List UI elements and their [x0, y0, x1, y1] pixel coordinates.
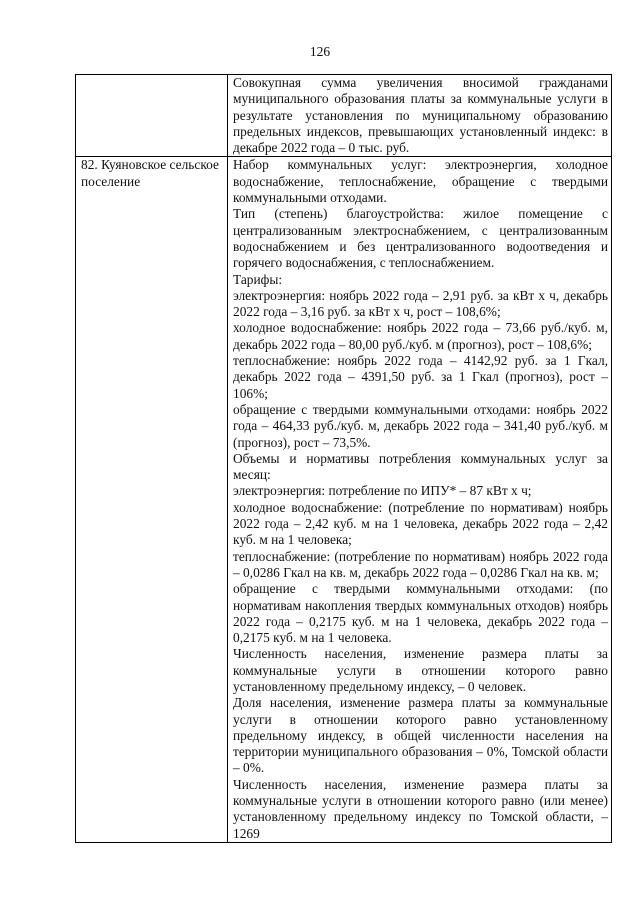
paragraph-population-regional: Численность населения, изменение размера платы за коммунальные услуги в отношении которого равно (или менее) установленному предельному индексу по Томской области, – 1269 — [233, 776, 608, 841]
paragraph-volume-cold-water: холодное водоснабжение: (потребление по нормативам) ноябрь 2022 года – 2,42 куб. м на 1 человека, декабрь 2022 года – 2,42 куб. м на 1 человека; — [233, 499, 608, 548]
paragraph-tariff-waste: обращение с твердыми коммунальными отходами: ноябрь 2022 года – 464,33 руб./куб. м, декабрь 2022 года – 341,40 руб./куб. м (прогноз), рост – 73,5%. — [233, 401, 608, 450]
details-cell — [228, 75, 612, 157]
table-row — [76, 75, 612, 157]
table-row — [76, 157, 612, 842]
paragraph-service-set: Набор коммунальных услуг: электроэнергия, холодное водоснабжение, теплоснабжение, обращение с твердыми коммунальными отходами. — [233, 157, 608, 206]
details-cell — [228, 157, 612, 842]
municipality-cell: 82. Куяновское сельское поселение — [76, 157, 228, 842]
paragraph-volumes-heading: Объемы и нормативы потребления коммунальных услуг за месяц: — [233, 450, 608, 483]
paragraph-tariff-heating: теплоснабжение: ноябрь 2022 года – 4142,92 руб. за 1 Гкал, декабрь 2022 года – 4391,50 руб. за 1 Гкал (прогноз), рост – 106%; — [233, 353, 608, 401]
paragraph-total-increase: Совокупная сумма увеличения вносимой гражданами муниципального образования платы за коммунальные услуги в результате установления по муниципальному образованию предельных индексов, превышающих установленный индекс: в декабре 2022 года – 0 тыс. руб. — [233, 75, 608, 156]
paragraph-population-share: Доля населения, изменение размера платы за коммунальные услуги в отношении которого равно установленному предельному индексу, в общей численности населения на территории муниципального образования – 0%, Томской области – 0%. — [233, 695, 608, 776]
tariff-table — [75, 74, 612, 843]
paragraph-tariff-cold-water: холодное водоснабжение: ноябрь 2022 года – 73,66 руб./куб. м, декабрь 2022 года – 80,00 руб./куб. м (прогноз), рост – 108,6%; — [233, 320, 608, 352]
paragraph-volume-heating: теплоснабжение: (потребление по нормативам) ноябрь 2022 года – 0,0286 Гкал на кв. м, декабрь 2022 года – 0,0286 Гкал на кв. м; — [233, 548, 608, 580]
page-number: 126 — [309, 44, 331, 59]
paragraph-tariff-electricity: электроэнергия: ноябрь 2022 года – 2,91 руб. за кВт х ч, декабрь 2022 года – 3,16 руб. за кВт х ч, рост – 108,6%; — [233, 287, 608, 320]
paragraph-population-count: Численность населения, изменение размера платы за коммунальные услуги в отношении которого равно установленному предельному индексу, – 0 человек. — [233, 646, 608, 694]
municipality-cell — [76, 75, 228, 157]
paragraph-volume-waste: обращение с твердыми коммунальными отходами: (по нормативам накопления твердых коммунальных отходов) ноябрь 2022 года – 0,2175 куб. м на 1 человека, декабрь 2022 года – 0,2175 куб. м на 1 человека. — [233, 581, 608, 646]
paragraph-volume-electricity: электроэнергия: потребление по ИПУ* – 87 кВт х ч; — [233, 483, 532, 499]
paragraph-tariffs-heading: Тарифы: — [233, 271, 283, 287]
paragraph-amenity-type: Тип (степень) благоустройства: жилое помещение с централизованным электроснабжением, с централизованным водоснабжением и без централизованного водоотведения и горячего водоснабжения, с теплоснабжением. — [233, 206, 608, 271]
